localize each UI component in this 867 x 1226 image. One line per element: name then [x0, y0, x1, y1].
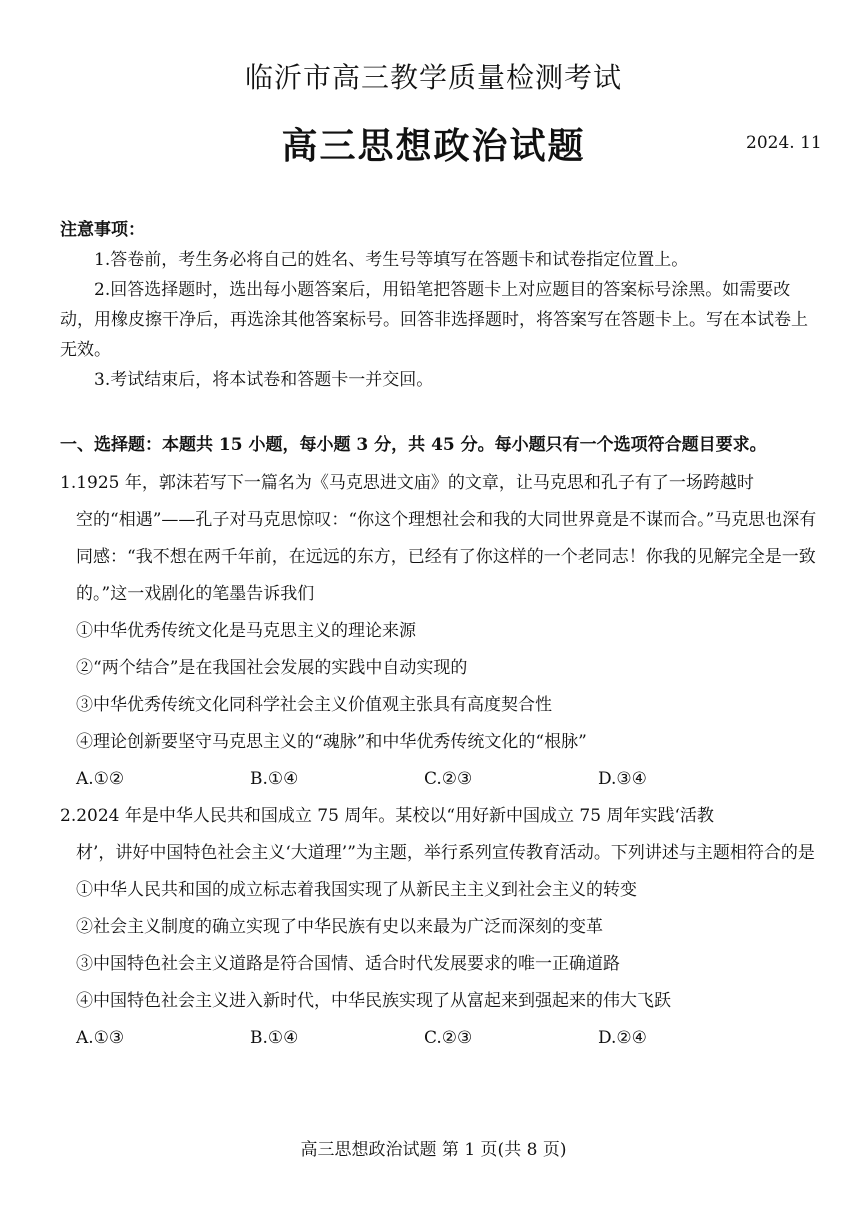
question-1-option-4: ④理论创新要坚守马克思主义的“魂脉”和中华优秀传统文化的“根脉”	[76, 732, 587, 752]
notice-block	[60, 215, 815, 395]
question-2-option-3: ③中国特色社会主义道路是符合国情、适合时代发展要求的唯一正确道路	[76, 954, 620, 974]
question-2	[60, 798, 820, 1057]
question-1-stem-first: 1.1925 年，郭沫若写下一篇名为《马克思进文庙》的文章，让马克思和孔子有了一场跨越时	[60, 473, 754, 493]
question-1-stem-rest: 空的“相遇”——孔子对马克思惊叹：“你这个理想社会和我的大同世界竟是不谋而合。”马克思也深有同感：“我不想在两千年前，在远远的东方，已经有了你这样的一个老同志！你我的见解完全是一致的。”这一戏剧化的笔墨告诉我们	[76, 510, 817, 604]
choice-a: A.①②	[76, 769, 125, 789]
question-2-choices	[60, 1020, 820, 1057]
choice-b: B.①④	[250, 1028, 299, 1048]
question-1-option-1: ①中华优秀传统文化是马克思主义的理论来源	[76, 621, 416, 641]
page-footer: 高三思想政治试题 第 1 页(共 8 页)	[300, 1140, 567, 1160]
choice-c: C.②③	[424, 769, 473, 789]
question-2-option-4: ④中国特色社会主义进入新时代，中华民族实现了从富起来到强起来的伟大飞跃	[76, 991, 671, 1011]
notice-item-2: 2.回答选择题时，选出每小题答案后，用铅笔把答题卡上对应题目的答案标号涂黑。如需要改动，用橡皮擦干净后，再选涂其他答案标号。回答非选择题时，将答案写在答题卡上。写在本试卷上无效。	[60, 280, 808, 360]
choice-a: A.①③	[76, 1028, 125, 1048]
exam-title: 高三思想政治试题	[281, 125, 586, 167]
section-heading: 一、选择题：本题共 15 小题，每小题 3 分，共 45 分。每小题只有一个选项符合题目要求。	[60, 435, 767, 455]
question-2-option-1: ①中华人民共和国的成立标志着我国实现了从新民主主义到社会主义的转变	[76, 880, 637, 900]
notice-title: 注意事项：	[60, 220, 145, 240]
notice-item-1: 1.答卷前，考生务必将自己的姓名、考生号等填写在答题卡和试卷指定位置上。	[94, 250, 689, 270]
exam-date: 2024. 11	[746, 133, 822, 153]
question-2-option-2: ②社会主义制度的确立实现了中华民族有史以来最为广泛而深刻的变革	[76, 917, 603, 937]
question-1-choices	[60, 761, 820, 798]
question-2-stem-first: 2.2024 年是中华人民共和国成立 75 周年。某校以“用好新中国成立 75 周年实践‘活教	[60, 806, 714, 826]
question-1	[60, 465, 820, 798]
exam-subtitle: 临沂市高三教学质量检测考试	[244, 61, 622, 94]
choice-b: B.①④	[250, 769, 299, 789]
question-1-option-3: ③中华优秀传统文化同科学社会主义价值观主张具有高度契合性	[76, 695, 552, 715]
choice-d: D.③④	[598, 769, 647, 789]
notice-item-3: 3.考试结束后，将本试卷和答题卡一并交回。	[94, 370, 434, 390]
question-2-stem-rest: 材’，讲好中国特色社会主义‘大道理’”为主题，举行系列宣传教育活动。下列讲述与主题相符合的是	[76, 843, 815, 863]
choice-c: C.②③	[424, 1028, 473, 1048]
question-1-option-2: ②“两个结合”是在我国社会发展的实践中自动实现的	[76, 658, 468, 678]
choice-d: D.②④	[598, 1028, 647, 1048]
